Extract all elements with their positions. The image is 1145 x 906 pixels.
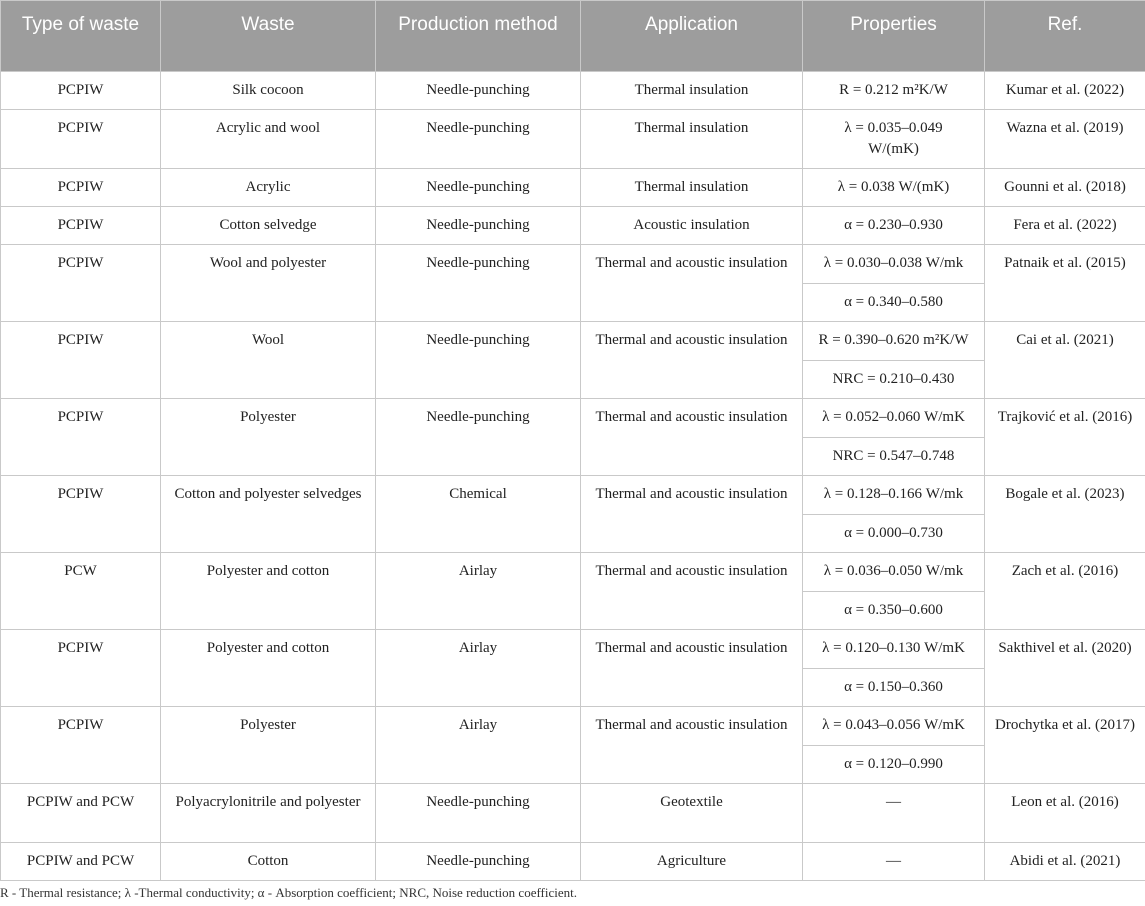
cell-property: λ = 0.043–0.056 W/mK (803, 707, 985, 746)
cell-type: PCW (1, 553, 161, 630)
cell-property: α = 0.000–0.730 (803, 515, 985, 553)
cell-waste: Polyester and cotton (161, 553, 376, 630)
cell-application: Thermal and acoustic insulation (581, 707, 803, 784)
cell-property: — (803, 843, 985, 881)
cell-application: Thermal and acoustic insulation (581, 399, 803, 476)
cell-waste: Silk cocoon (161, 72, 376, 110)
cell-type: PCPIW (1, 399, 161, 476)
cell-method: Needle-punching (376, 843, 581, 881)
table-row (1, 169, 1145, 207)
cell-type: PCPIW (1, 245, 161, 322)
cell-waste: Cotton selvedge (161, 207, 376, 245)
cell-waste: Acrylic and wool (161, 110, 376, 169)
cell-property: λ = 0.052–0.060 W/mK (803, 399, 985, 438)
cell-waste: Polyester (161, 399, 376, 476)
cell-property: α = 0.150–0.360 (803, 669, 985, 707)
cell-property: α = 0.230–0.930 (803, 207, 985, 245)
cell-method: Needle-punching (376, 72, 581, 110)
header-production-method: Production method (376, 1, 581, 72)
cell-ref: Trajković et al. (2016) (985, 399, 1145, 476)
cell-type: PCPIW (1, 630, 161, 707)
cell-ref: Drochytka et al. (2017) (985, 707, 1145, 784)
cell-ref: Kumar et al. (2022) (985, 72, 1145, 110)
cell-waste: Cotton and polyester selvedges (161, 476, 376, 553)
cell-application: Thermal insulation (581, 72, 803, 110)
cell-property: λ = 0.036–0.050 W/mk (803, 553, 985, 592)
table-row (1, 207, 1145, 245)
cell-ref: Cai et al. (2021) (985, 322, 1145, 399)
cell-application: Agriculture (581, 843, 803, 881)
cell-property: NRC = 0.547–0.748 (803, 438, 985, 476)
header-waste: Waste (161, 1, 376, 72)
cell-type: PCPIW (1, 476, 161, 553)
cell-application: Thermal and acoustic insulation (581, 245, 803, 322)
cell-application: Acoustic insulation (581, 207, 803, 245)
cell-method: Needle-punching (376, 110, 581, 169)
cell-method: Needle-punching (376, 322, 581, 399)
cell-ref: Zach et al. (2016) (985, 553, 1145, 630)
table-row (1, 245, 1145, 284)
cell-application: Thermal insulation (581, 110, 803, 169)
cell-ref: Wazna et al. (2019) (985, 110, 1145, 169)
table-row (1, 843, 1145, 881)
header-ref: Ref. (985, 1, 1145, 72)
table-row (1, 707, 1145, 746)
cell-application: Thermal and acoustic insulation (581, 553, 803, 630)
cell-ref: Fera et al. (2022) (985, 207, 1145, 245)
cell-method: Needle-punching (376, 207, 581, 245)
cell-property: — (803, 784, 985, 843)
cell-type: PCPIW (1, 707, 161, 784)
cell-waste: Cotton (161, 843, 376, 881)
table-footnote: R - Thermal resistance; λ -Thermal conductivity; α - Absorption coefficient; NRC, Noise reduction coefficient. (0, 885, 578, 900)
header-application: Application (581, 1, 803, 72)
cell-waste: Polyacrylonitrile and polyester (161, 784, 376, 843)
cell-property: λ = 0.120–0.130 W/mK (803, 630, 985, 669)
cell-ref: Bogale et al. (2023) (985, 476, 1145, 553)
cell-type: PCPIW (1, 207, 161, 245)
cell-waste: Wool (161, 322, 376, 399)
cell-property: R = 0.212 m²K/W (803, 72, 985, 110)
cell-application: Thermal and acoustic insulation (581, 322, 803, 399)
cell-ref: Patnaik et al. (2015) (985, 245, 1145, 322)
header-row (1, 1, 1145, 72)
header-properties: Properties (803, 1, 985, 72)
cell-property: NRC = 0.210–0.430 (803, 361, 985, 399)
cell-property: R = 0.390–0.620 m²K/W (803, 322, 985, 361)
header-type-of-waste: Type of waste (1, 1, 161, 72)
table-row (1, 784, 1145, 843)
cell-property: λ = 0.035–0.049 W/(mK) (803, 110, 985, 169)
cell-property: λ = 0.128–0.166 W/mk (803, 476, 985, 515)
cell-type: PCPIW (1, 322, 161, 399)
cell-waste: Wool and polyester (161, 245, 376, 322)
cell-waste: Acrylic (161, 169, 376, 207)
table-row (1, 476, 1145, 515)
cell-property: α = 0.350–0.600 (803, 592, 985, 630)
cell-method: Needle-punching (376, 169, 581, 207)
cell-ref: Gounni et al. (2018) (985, 169, 1145, 207)
cell-application: Thermal insulation (581, 169, 803, 207)
cell-type: PCPIW and PCW (1, 843, 161, 881)
cell-property: α = 0.340–0.580 (803, 284, 985, 322)
cell-method: Airlay (376, 553, 581, 630)
cell-method: Needle-punching (376, 784, 581, 843)
cell-property: α = 0.120–0.990 (803, 746, 985, 784)
cell-property: λ = 0.030–0.038 W/mk (803, 245, 985, 284)
cell-application: Thermal and acoustic insulation (581, 630, 803, 707)
table-row (1, 553, 1145, 592)
cell-method: Chemical (376, 476, 581, 553)
cell-method: Needle-punching (376, 245, 581, 322)
table-row (1, 110, 1145, 169)
cell-waste: Polyester and cotton (161, 630, 376, 707)
cell-method: Needle-punching (376, 399, 581, 476)
cell-ref: Abidi et al. (2021) (985, 843, 1145, 881)
cell-waste: Polyester (161, 707, 376, 784)
cell-method: Airlay (376, 707, 581, 784)
cell-method: Airlay (376, 630, 581, 707)
cell-type: PCPIW (1, 110, 161, 169)
table-row (1, 72, 1145, 110)
table-row (1, 399, 1145, 438)
cell-type: PCPIW (1, 72, 161, 110)
cell-application: Geotextile (581, 784, 803, 843)
cell-type: PCPIW and PCW (1, 784, 161, 843)
table-row (1, 322, 1145, 361)
cell-ref: Leon et al. (2016) (985, 784, 1145, 843)
table-row (1, 630, 1145, 669)
cell-property: λ = 0.038 W/(mK) (803, 169, 985, 207)
cell-type: PCPIW (1, 169, 161, 207)
cell-application: Thermal and acoustic insulation (581, 476, 803, 553)
cell-ref: Sakthivel et al. (2020) (985, 630, 1145, 707)
